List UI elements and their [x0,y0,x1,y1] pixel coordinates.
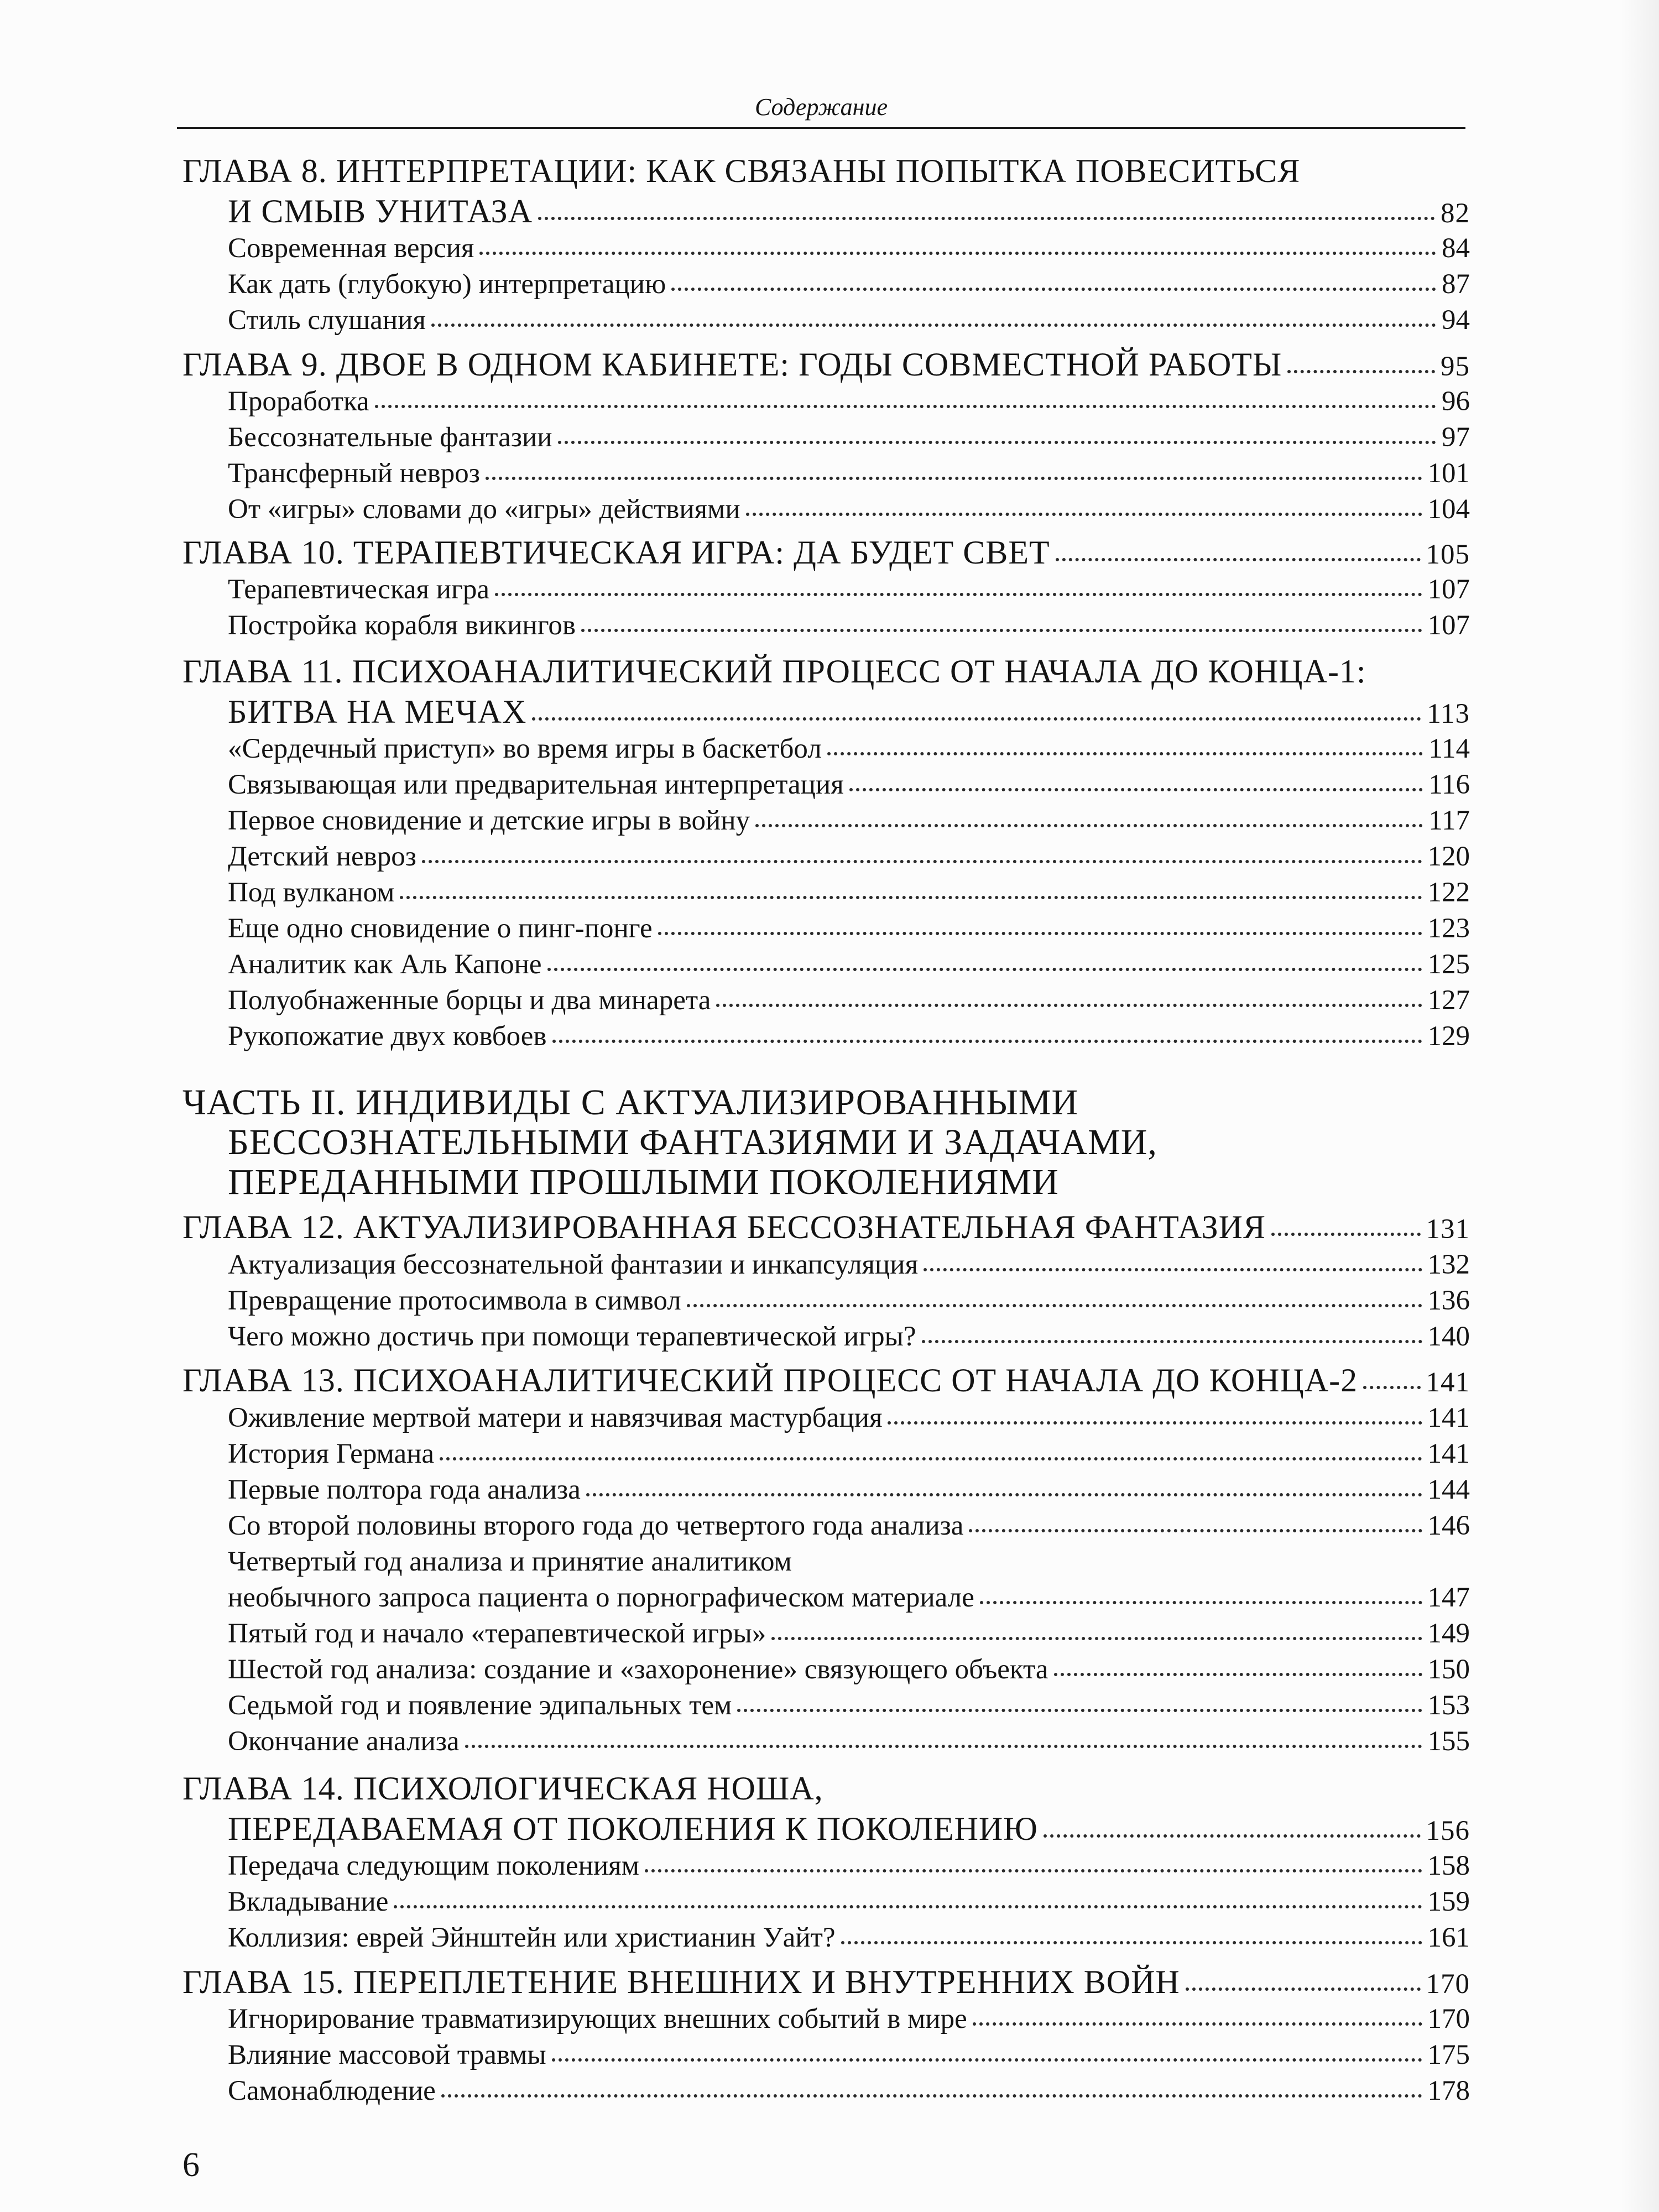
page-ref: 175 [1427,2039,1470,2070]
toc-section [228,948,1470,980]
section-title: необычного запроса пациента о порнографическом материале [228,1582,974,1613]
page-ref: 144 [1427,1474,1470,1505]
chapter-title: ГЛАВА 9. ДВОЕ В ОДНОМ КАБИНЕТЕ: ГОДЫ СОВМЕСТНОЙ РАБОТЫ [182,346,1282,383]
chapter-title: ПЕРЕДАВАЕМАЯ ОТ ПОКОЛЕНИЯ К ПОКОЛЕНИЮ [228,1811,1038,1847]
section-title: Первые полтора года анализа [228,1474,581,1505]
page-ref: 104 [1427,494,1470,525]
page-ref: 129 [1427,1021,1470,1052]
page-ref: 95 [1441,351,1470,382]
section-title: Аналитик как Аль Капоне [228,949,542,980]
dot-leader [532,717,1421,721]
page-ref: 120 [1427,841,1470,872]
section-title: Оживление мертвой матери и навязчивая мастурбация [228,1402,883,1433]
dot-leader [440,1457,1422,1460]
section-title: Пятый год и начало «терапевтической игры» [228,1618,766,1649]
dot-leader [645,1869,1422,1872]
dot-leader [581,628,1422,632]
page-ref: 131 [1426,1214,1470,1245]
dot-leader [547,967,1422,971]
chapter-title: ГЛАВА 15. ПЕРЕПЛЕТЕНИЕ ВНЕШНИХ И ВНУТРЕННИХ ВОЙН [182,1964,1180,2000]
page-ref: 82 [1441,198,1470,229]
dot-leader [973,2022,1422,2026]
dot-leader [558,440,1436,444]
section-title: «Сердечный приступ» во время игры в баскетбол [228,733,822,764]
dot-leader [394,1905,1422,1908]
toc-section [228,573,1470,606]
dot-leader [755,823,1423,827]
toc-section [228,805,1470,837]
page-ref: 107 [1427,574,1470,605]
section-title: Седьмой год и появление эдипальных тем [228,1690,732,1721]
page-ref: 84 [1442,233,1470,264]
toc-section [228,2075,1470,2107]
dot-leader [716,1003,1422,1007]
toc-section [228,1402,1470,1434]
toc-section [228,2003,1470,2035]
page-ref: 114 [1428,733,1470,764]
toc-section [228,385,1470,418]
toc-section [228,1618,1470,1650]
toc-section [228,733,1470,765]
chapter-title: ГЛАВА 8. ИНТЕРПРЕТАЦИИ: КАК СВЯЗАНЫ ПОПЫТКА ПОВЕСИТЬСЯ [182,153,1301,189]
toc-section [228,457,1470,489]
dot-leader [422,859,1422,863]
toc-section [228,493,1470,525]
page-ref: 105 [1426,539,1470,570]
dot-leader [827,752,1423,755]
toc-chapter-14 [228,1810,1470,1848]
page-ref: 141 [1427,1438,1470,1469]
chapter-title: ГЛАВА 12. АКТУАЛИЗИРОВАННАЯ БЕССОЗНАТЕЛЬНАЯ ФАНТАЗИЯ [182,1209,1266,1245]
toc-section [228,1850,1470,1882]
toc-section [228,912,1470,945]
section-title: От «игры» словами до «игры» действиями [228,494,740,525]
dot-leader [1363,1385,1420,1389]
chapter-title: БИТВА НА МЕЧАХ [228,693,527,730]
toc-section [228,1582,1470,1614]
dot-leader [586,1493,1422,1496]
page-ref: 136 [1427,1285,1470,1316]
section-title: Как дать (глубокую) интерпретацию [228,269,666,300]
page-ref: 150 [1427,1654,1470,1685]
toc-chapter-13 [182,1361,1470,1400]
page-ref: 94 [1442,305,1470,336]
page-ref: 113 [1427,698,1470,729]
page-ref: 123 [1427,913,1470,944]
page-ref: 141 [1427,1402,1470,1433]
section-title: Проработка [228,386,369,417]
page-ref: 170 [1426,1969,1470,2000]
toc-section [228,1922,1470,1954]
section-title: Превращение протосимвола в символ [228,1285,681,1316]
dot-leader [538,216,1435,220]
page-ref: 117 [1428,805,1470,836]
section-title: Связывающая или предварительная интерпретация [228,769,844,800]
toc-chapter-14-line1 [182,1770,1470,1808]
section-title: Игнорирование травматизирующих внешних событий в мире [228,2004,967,2034]
page-ref: 141 [1426,1367,1470,1398]
section-title: Полуобнаженные борцы и два минарета [228,985,711,1016]
page-ref: 147 [1427,1582,1470,1613]
page-ref: 153 [1427,1690,1470,1721]
page-ref: 161 [1427,1922,1470,1953]
toc-section [228,1886,1470,1918]
section-title: Шестой год анализа: создание и «захоронение» связующего объекта [228,1654,1048,1685]
page-ref: 159 [1427,1886,1470,1917]
section-title: Окончание анализа [228,1726,460,1757]
dot-leader [671,287,1436,291]
toc-section [228,1510,1470,1542]
toc-section [228,421,1470,453]
page-ref: 170 [1427,2004,1470,2034]
page-ref: 97 [1442,422,1470,453]
running-header: Содержание [754,93,888,121]
page-ref: 178 [1427,2075,1470,2106]
dot-leader [922,1339,1422,1343]
dot-leader [1054,1672,1422,1676]
page-ref: 127 [1427,985,1470,1016]
dot-leader [495,592,1422,596]
page-ref: 122 [1427,877,1470,908]
toc-section [228,1285,1470,1317]
dot-leader [1287,369,1435,373]
page-ref: 140 [1427,1321,1470,1352]
dot-leader [552,2058,1422,2062]
section-title: Влияние массовой травмы [228,2039,546,2070]
section-title: Детский невроз [228,841,416,872]
section-title: Современная версия [228,233,474,264]
section-title: Терапевтическая игра [228,574,490,605]
toc-chapter-11-line1 [182,653,1470,691]
toc-section [228,1725,1470,1757]
toc-section [228,877,1470,909]
dot-leader [375,404,1436,408]
dot-leader [1056,557,1421,561]
toc-chapter-8 [228,192,1470,231]
section-title: Первое сновидение и детские игры в войну [228,805,750,836]
toc-section [228,1321,1470,1353]
toc-chapter-9 [182,346,1470,384]
dot-leader [552,1039,1422,1043]
section-title: Четвертый год анализа и принятие аналитиком [228,1546,792,1577]
page-ref: 87 [1442,269,1470,300]
toc-section [228,268,1470,300]
dot-leader [687,1303,1422,1307]
section-title: Вкладывание [228,1886,389,1917]
page-ref: 125 [1427,949,1470,980]
section-title: Бессознательные фантазии [228,422,552,453]
section-title: Рукопожатие двух ковбоев [228,1021,547,1052]
page-ref: 132 [1427,1249,1470,1280]
chapter-title: ГЛАВА 14. ПСИХОЛОГИЧЕСКАЯ НОША, [182,1770,823,1807]
toc-chapter-15 [182,1963,1470,2001]
toc-chapter-8-line1 [182,152,1470,190]
part-heading [182,1083,1471,1202]
toc-section [228,609,1470,641]
dot-leader [400,895,1422,899]
section-title: Постройка корабля викингов [228,610,576,641]
section-title: Под вулканом [228,877,395,908]
page-ref: 101 [1427,458,1470,489]
page-ref: 155 [1427,1726,1470,1757]
toc-section [228,232,1470,264]
section-title: Со второй половины второго года до четвертого года анализа [228,1510,964,1541]
page-ref: 96 [1442,386,1470,417]
section-title: Стиль слушания [228,305,426,336]
dot-leader [980,1600,1422,1604]
page-number: 6 [182,2146,200,2184]
toc-section [228,769,1470,801]
dot-leader [746,512,1422,516]
section-title: Чего можно достичь при помощи терапевтической игры? [228,1321,916,1352]
dot-leader [479,251,1436,255]
dot-leader [441,2094,1422,2098]
toc-section [228,1438,1470,1470]
dot-leader [771,1636,1422,1640]
chapter-title: ГЛАВА 10. ТЕРАПЕВТИЧЕСКАЯ ИГРА: ДА БУДЕТ СВЕТ [182,534,1050,571]
toc-chapter-11 [228,693,1470,731]
part-heading-line: БЕССОЗНАТЕЛЬНЫМИ ФАНТАЗИЯМИ И ЗАДАЧАМИ, [228,1122,1157,1162]
part-heading-line: ПЕРЕДАННЫМИ ПРОШЛЫМИ ПОКОЛЕНИЯМИ [228,1162,1059,1202]
dot-leader [658,931,1422,935]
page-ref: 116 [1428,769,1470,800]
toc-section [228,2039,1470,2071]
dot-leader [969,1528,1422,1532]
chapter-title: ГЛАВА 11. ПСИХОАНАЛИТИЧЕСКИЙ ПРОЦЕСС ОТ НАЧАЛА ДО КОНЦА-1: [182,653,1366,690]
section-title: Актуализация бессознательной фантазии и инкапсуляция [228,1249,919,1280]
toc-section [228,984,1470,1016]
dot-leader [1271,1232,1421,1236]
dot-leader [737,1708,1422,1712]
toc-section [228,1249,1470,1281]
toc-chapter-10 [182,534,1470,572]
page-ref: 149 [1427,1618,1470,1649]
page-ref: 107 [1427,610,1470,641]
page-ref: 146 [1427,1510,1470,1541]
toc-section [228,1474,1470,1506]
page-ref: 156 [1426,1815,1470,1846]
section-title: Самонаблюдение [228,2075,436,2106]
dot-leader [431,323,1436,327]
toc-section [228,841,1470,873]
part-heading-line: ЧАСТЬ II. ИНДИВИДЫ С АКТУАЛИЗИРОВАННЫМИ [182,1082,1079,1123]
dot-leader [841,1940,1422,1944]
chapter-title: ГЛАВА 13. ПСИХОАНАЛИТИЧЕСКИЙ ПРОЦЕСС ОТ НАЧАЛА ДО КОНЦА-2 [182,1362,1358,1399]
toc-section [228,1689,1470,1721]
dot-leader [888,1421,1422,1425]
toc-section-line1 [228,1546,1470,1578]
toc-section [228,304,1470,336]
dot-leader [849,787,1423,791]
dot-leader [924,1267,1422,1271]
section-title: История Германа [228,1438,435,1469]
toc-section [228,1020,1470,1052]
dot-leader [1186,1987,1421,1991]
section-title: Коллизия: еврей Эйнштейн или христианин Уайт? [228,1922,836,1953]
dot-leader [465,1744,1422,1748]
toc-chapter-12 [182,1208,1470,1246]
chapter-title: И СМЫВ УНИТАЗА [228,193,533,229]
section-title: Передача следующим поколениям [228,1850,639,1881]
dot-leader [1044,1834,1421,1838]
section-title: Трансферный невроз [228,458,480,489]
dot-leader [486,476,1422,480]
page-ref: 158 [1427,1850,1470,1881]
section-title: Еще одно сновидение о пинг-понге [228,913,653,944]
toc-section [228,1653,1470,1686]
